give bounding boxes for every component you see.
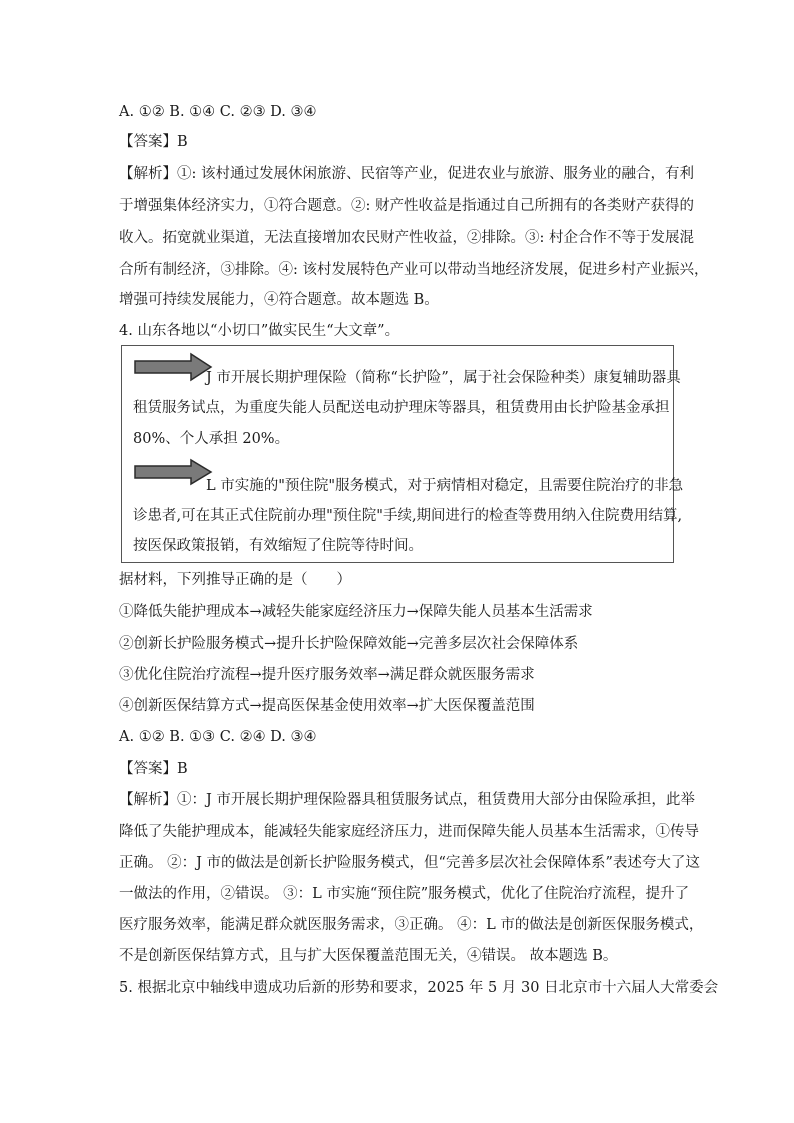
right-arrow-icon	[133, 352, 213, 382]
q4-choice-1: ①降低失能护理成本→减轻失能家庭经济压力→保障失能人员基本生活需求	[119, 604, 593, 620]
material-p1-line-1: J 市开展长期护理保险（简称“长护险”，属于社会保险种类）康复辅助器具	[206, 370, 681, 386]
q5-stem: 5. 根据北京中轴线申遗成功后新的形势和要求，2025 年 5 月 30 日北京市十六届人大常委会	[119, 980, 719, 996]
q4-analysis-line-6: 不是创新医保结算方式，且与扩大医保覆盖范围无关，④错误。 故本题选 B。	[119, 948, 618, 964]
q3-analysis-line-3: 收入。拓宽就业渠道，无法直接增加农民财产性收益，②排除。③: 村企合作不等于发展混	[119, 230, 694, 246]
right-arrow-icon	[133, 458, 213, 486]
q4-analysis-line-1: 【解析】①：J 市开展长期护理保险器具租赁服务试点，租赁费用大部分由保险承担，此举	[119, 792, 695, 808]
material-p1-line-2: 租赁服务试点，为重度失能人员配送电动护理床等器具，租赁费用由长护险基金承担	[133, 400, 670, 416]
q3-analysis-line-4: 合所有制经济，③排除。④: 该村发展特色产业可以带动当地经济发展，促进乡村产业振兴，	[119, 262, 709, 278]
material-p2-line-3: 按医保政策报销，有效缩短了住院等待时间。	[133, 538, 423, 554]
q4-analysis-line-2: 降低了失能护理成本，能减轻失能家庭经济压力，进而保障失能人员基本生活需求，①传导	[119, 824, 699, 840]
material-p2-line-2: 诊患者,可在其正式住院前办理"预住院"手续,期间进行的检查等费用纳入住院费用结算,	[133, 508, 683, 524]
q4-analysis-line-4: 一做法的作用，②错误。 ③：L 市实施“预住院”服务模式，优化了住院治疗流程，提升了	[119, 886, 690, 902]
q4-options: A. ①② B. ①③ C. ②④ D. ③④	[119, 729, 317, 745]
q4-choice-4: ④创新医保结算方式→提高医保基金使用效率→扩大医保覆盖范围	[119, 698, 535, 714]
q4-question: 据材料，下列推导正确的是（ ）	[119, 572, 351, 588]
q3-analysis-line-1: 【解析】①: 该村通过发展休闲旅游、民宿等产业，促进农业与旅游、服务业的融合，有利	[119, 166, 694, 182]
material-box	[121, 345, 684, 563]
q3-analysis-line-2: 于增强集体经济实力，①符合题意。②: 财产性收益是指通过自己所拥有的各类财产获得的	[119, 198, 694, 214]
q3-analysis-line-5: 增强可持续发展能力，④符合题意。故本题选 B。	[119, 292, 439, 308]
material-p1-line-3: 80%、个人承担 20%。	[133, 431, 290, 447]
q4-answer: 【答案】B	[119, 761, 188, 777]
q4-choice-2: ②创新长护险服务模式→提升长护险保障效能→完善多层次社会保障体系	[119, 636, 579, 652]
q3-answer: 【答案】B	[119, 134, 188, 150]
q4-choice-3: ③优化住院治疗流程→提升医疗服务效率→满足群众就医服务需求	[119, 667, 535, 683]
q4-stem: 4. 山东各地以“小切口”做实民生“大文章”。	[119, 323, 400, 339]
material-p2-line-1: L 市实施的"预住院"服务模式，对于病情相对稳定，且需要住院治疗的非急	[206, 478, 684, 494]
q3-options: A. ①② B. ①④ C. ②③ D. ③④	[119, 104, 317, 120]
q4-analysis-line-5: 医疗服务效率，能满足群众就医服务需求，③正确。 ④：L 市的做法是创新医保服务模式，	[119, 917, 704, 933]
q4-analysis-line-3: 正确。 ②：J 市的做法是创新长护险服务模式，但“完善多层次社会保障体系”表述夸大了这	[119, 855, 700, 871]
